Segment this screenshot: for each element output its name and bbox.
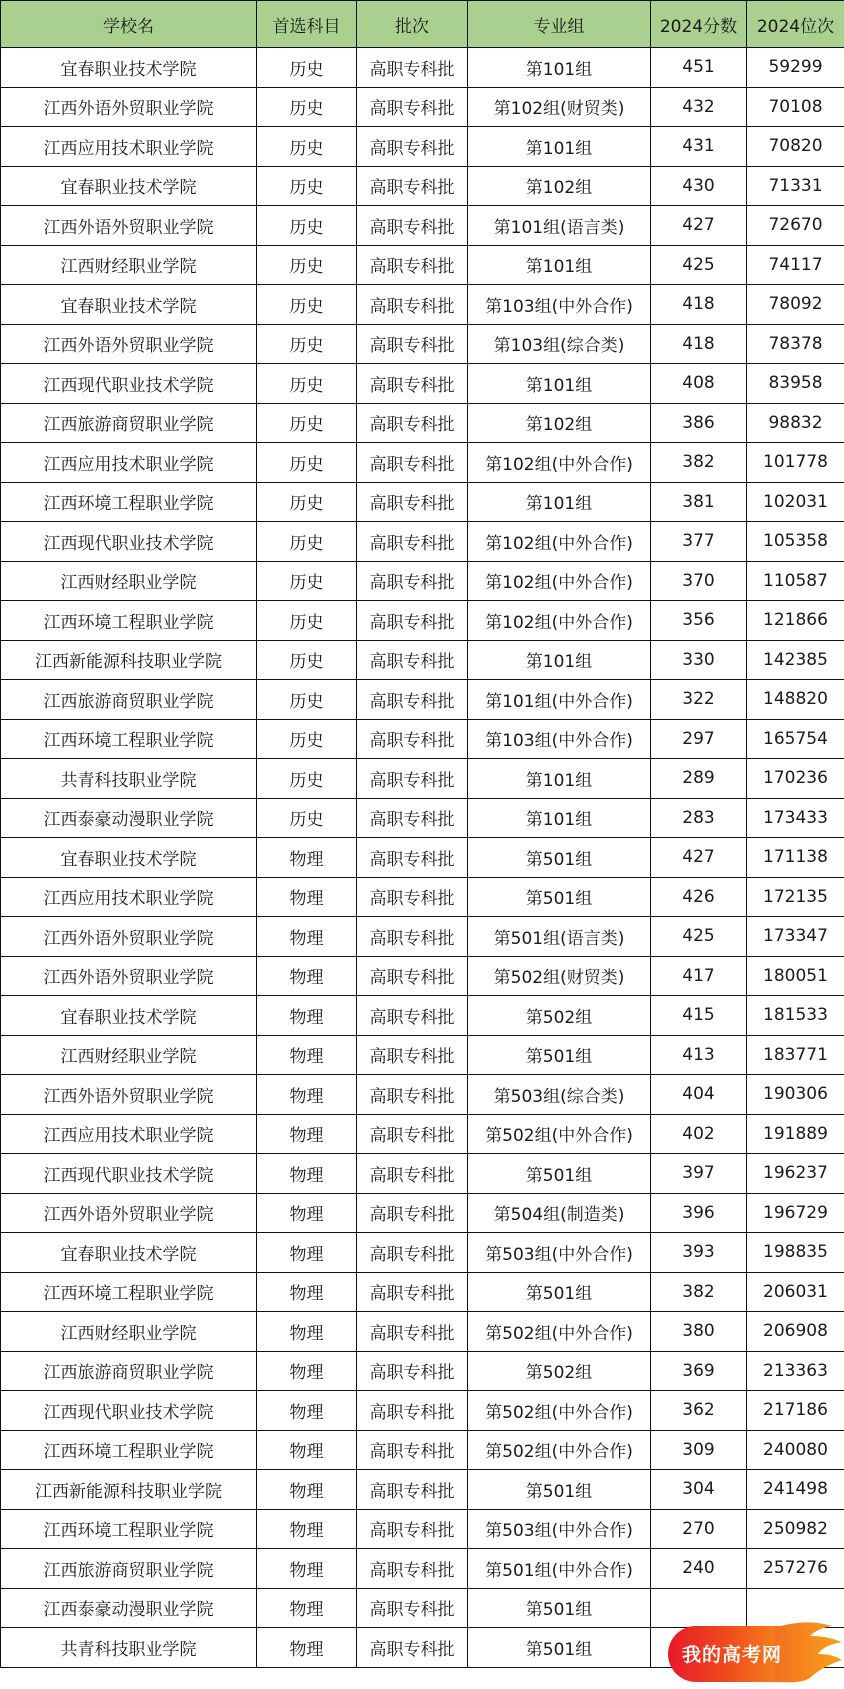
batch-cell: 高职专科批	[357, 1272, 468, 1312]
major-group-cell: 第101组	[468, 798, 651, 838]
school-name-cell: 江西外语外贸职业学院	[1, 324, 257, 364]
batch-cell: 高职专科批	[357, 1312, 468, 1352]
school-name-cell: 江西财经职业学院	[1, 245, 257, 285]
school-name-cell: 共青科技职业学院	[1, 1628, 257, 1668]
rank-cell: 101778	[747, 443, 844, 483]
school-name-cell: 宜春职业技术学院	[1, 838, 257, 878]
school-name-cell: 江西环境工程职业学院	[1, 1430, 257, 1470]
major-group-cell: 第501组	[468, 1035, 651, 1075]
batch-cell: 高职专科批	[357, 324, 468, 364]
school-name-cell: 宜春职业技术学院	[1, 285, 257, 325]
batch-cell: 高职专科批	[357, 640, 468, 680]
table-row	[1, 1470, 844, 1510]
batch-cell: 高职专科批	[357, 1509, 468, 1549]
batch-cell: 高职专科批	[357, 561, 468, 601]
rank-cell: 70820	[747, 127, 844, 167]
school-name-cell: 江西应用技术职业学院	[1, 127, 257, 167]
score-cell: 382	[651, 1272, 747, 1312]
major-group-cell: 第103组(中外合作)	[468, 719, 651, 759]
subject-cell: 历史	[257, 601, 357, 641]
subject-cell: 物理	[257, 1588, 357, 1628]
batch-cell: 高职专科批	[357, 403, 468, 443]
major-group-cell: 第504组(制造类)	[468, 1193, 651, 1233]
rank-cell: 102031	[747, 482, 844, 522]
score-cell: 270	[651, 1509, 747, 1549]
subject-cell: 历史	[257, 48, 357, 88]
table-row	[1, 482, 844, 522]
rank-cell: 59299	[747, 48, 844, 88]
score-cell: 415	[651, 996, 747, 1036]
major-group-cell: 第101组	[468, 640, 651, 680]
score-cell: 356	[651, 601, 747, 641]
school-name-cell: 江西现代职业技术学院	[1, 1391, 257, 1431]
major-group-cell: 第501组	[468, 1588, 651, 1628]
school-name-cell: 江西泰豪动漫职业学院	[1, 1588, 257, 1628]
rank-cell: 217186	[747, 1391, 844, 1431]
table-row	[1, 1351, 844, 1391]
subject-cell: 物理	[257, 1351, 357, 1391]
major-group-cell: 第102组(中外合作)	[468, 522, 651, 562]
major-group-cell: 第103组(综合类)	[468, 324, 651, 364]
subject-cell: 历史	[257, 87, 357, 127]
header-score-2024: 2024分数	[651, 1, 747, 48]
major-group-cell: 第102组	[468, 166, 651, 206]
batch-cell: 高职专科批	[357, 285, 468, 325]
batch-cell: 高职专科批	[357, 838, 468, 878]
school-name-cell: 江西外语外贸职业学院	[1, 1075, 257, 1115]
rank-cell: 165754	[747, 719, 844, 759]
rank-cell: 171138	[747, 838, 844, 878]
major-group-cell: 第103组(中外合作)	[468, 285, 651, 325]
major-group-cell: 第501组	[468, 838, 651, 878]
major-group-cell: 第101组	[468, 245, 651, 285]
school-name-cell: 江西外语外贸职业学院	[1, 87, 257, 127]
major-group-cell: 第502组(中外合作)	[468, 1312, 651, 1352]
table-row	[1, 1154, 844, 1194]
major-group-cell: 第101组	[468, 364, 651, 404]
major-group-cell: 第503组(中外合作)	[468, 1509, 651, 1549]
school-name-cell: 宜春职业技术学院	[1, 48, 257, 88]
score-cell: 430	[651, 166, 747, 206]
rank-cell: 213363	[747, 1351, 844, 1391]
school-name-cell: 江西应用技术职业学院	[1, 443, 257, 483]
subject-cell: 历史	[257, 364, 357, 404]
rank-cell: 191889	[747, 1114, 844, 1154]
watermark-text: 我的高考网	[682, 1644, 783, 1666]
major-group-cell: 第501组	[468, 1470, 651, 1510]
table-row	[1, 285, 844, 325]
rank-cell: 206908	[747, 1312, 844, 1352]
school-name-cell: 江西环境工程职业学院	[1, 482, 257, 522]
batch-cell: 高职专科批	[357, 443, 468, 483]
rank-cell: 240080	[747, 1430, 844, 1470]
subject-cell: 物理	[257, 956, 357, 996]
score-cell: 432	[651, 87, 747, 127]
table-row	[1, 1035, 844, 1075]
batch-cell: 高职专科批	[357, 245, 468, 285]
score-cell: 386	[651, 403, 747, 443]
subject-cell: 物理	[257, 1312, 357, 1352]
table-row	[1, 364, 844, 404]
major-group-cell: 第101组(语言类)	[468, 206, 651, 246]
school-name-cell: 江西新能源科技职业学院	[1, 640, 257, 680]
school-name-cell: 宜春职业技术学院	[1, 996, 257, 1036]
batch-cell: 高职专科批	[357, 996, 468, 1036]
subject-cell: 物理	[257, 1391, 357, 1431]
score-cell: 289	[651, 759, 747, 799]
subject-cell: 物理	[257, 1509, 357, 1549]
table-row	[1, 1114, 844, 1154]
rank-cell: 142385	[747, 640, 844, 680]
table-row	[1, 1509, 844, 1549]
subject-cell: 历史	[257, 561, 357, 601]
rank-cell: 173347	[747, 917, 844, 957]
table-row	[1, 206, 844, 246]
score-cell: 369	[651, 1351, 747, 1391]
school-name-cell: 江西环境工程职业学院	[1, 1509, 257, 1549]
rank-cell: 196729	[747, 1193, 844, 1233]
batch-cell: 高职专科批	[357, 127, 468, 167]
score-cell: 380	[651, 1312, 747, 1352]
score-cell: 427	[651, 206, 747, 246]
batch-cell: 高职专科批	[357, 1035, 468, 1075]
school-name-cell: 江西应用技术职业学院	[1, 1114, 257, 1154]
table-row	[1, 1549, 844, 1589]
score-cell: 240	[651, 1549, 747, 1589]
table-row	[1, 877, 844, 917]
subject-cell: 历史	[257, 443, 357, 483]
rank-cell: 190306	[747, 1075, 844, 1115]
major-group-cell: 第502组(中外合作)	[468, 1391, 651, 1431]
rank-cell: 72670	[747, 206, 844, 246]
batch-cell: 高职专科批	[357, 1549, 468, 1589]
score-cell: 418	[651, 324, 747, 364]
major-group-cell: 第501组(中外合作)	[468, 1549, 651, 1589]
rank-cell: 173433	[747, 798, 844, 838]
subject-cell: 历史	[257, 127, 357, 167]
subject-cell: 历史	[257, 719, 357, 759]
school-name-cell: 江西现代职业技术学院	[1, 364, 257, 404]
table-row	[1, 1272, 844, 1312]
subject-cell: 物理	[257, 917, 357, 957]
score-cell: 417	[651, 956, 747, 996]
major-group-cell: 第501组(语言类)	[468, 917, 651, 957]
table-row	[1, 1193, 844, 1233]
subject-cell: 物理	[257, 1154, 357, 1194]
rank-cell: 98832	[747, 403, 844, 443]
table-row	[1, 1075, 844, 1115]
rank-cell: 181533	[747, 996, 844, 1036]
score-cell: 408	[651, 364, 747, 404]
batch-cell: 高职专科批	[357, 917, 468, 957]
score-cell: 297	[651, 719, 747, 759]
rank-cell: 206031	[747, 1272, 844, 1312]
table-row	[1, 996, 844, 1036]
table-row	[1, 48, 844, 88]
table-row	[1, 640, 844, 680]
score-cell: 451	[651, 48, 747, 88]
subject-cell: 历史	[257, 324, 357, 364]
school-name-cell: 江西泰豪动漫职业学院	[1, 798, 257, 838]
table-row	[1, 798, 844, 838]
batch-cell: 高职专科批	[357, 798, 468, 838]
batch-cell: 高职专科批	[357, 1114, 468, 1154]
header-major-group: 专业组	[468, 1, 651, 48]
subject-cell: 历史	[257, 285, 357, 325]
table-row	[1, 87, 844, 127]
watermark-logo	[664, 1616, 844, 1689]
rank-cell: 198835	[747, 1233, 844, 1273]
school-name-cell: 江西环境工程职业学院	[1, 1272, 257, 1312]
score-cell: 425	[651, 245, 747, 285]
header-rank-2024: 2024位次	[747, 1, 844, 48]
batch-cell: 高职专科批	[357, 1628, 468, 1668]
table-row	[1, 166, 844, 206]
rank-cell: 257276	[747, 1549, 844, 1589]
subject-cell: 历史	[257, 759, 357, 799]
batch-cell: 高职专科批	[357, 522, 468, 562]
batch-cell: 高职专科批	[357, 1588, 468, 1628]
school-name-cell: 江西外语外贸职业学院	[1, 917, 257, 957]
batch-cell: 高职专科批	[357, 1470, 468, 1510]
subject-cell: 物理	[257, 838, 357, 878]
score-cell: 304	[651, 1470, 747, 1510]
rank-cell: 71331	[747, 166, 844, 206]
subject-cell: 物理	[257, 1628, 357, 1668]
score-cell: 426	[651, 877, 747, 917]
major-group-cell: 第102组(中外合作)	[468, 561, 651, 601]
major-group-cell: 第101组	[468, 482, 651, 522]
school-name-cell: 江西财经职业学院	[1, 561, 257, 601]
major-group-cell: 第502组	[468, 1351, 651, 1391]
rank-cell: 83958	[747, 364, 844, 404]
batch-cell: 高职专科批	[357, 1154, 468, 1194]
subject-cell: 物理	[257, 1233, 357, 1273]
score-cell: 425	[651, 917, 747, 957]
school-name-cell: 共青科技职业学院	[1, 759, 257, 799]
table-row	[1, 838, 844, 878]
table-body	[1, 48, 844, 1668]
batch-cell: 高职专科批	[357, 956, 468, 996]
table-row	[1, 601, 844, 641]
rank-cell: 196237	[747, 1154, 844, 1194]
subject-cell: 历史	[257, 245, 357, 285]
header-school-name: 学校名	[1, 1, 257, 48]
major-group-cell: 第503组(中外合作)	[468, 1233, 651, 1273]
header-batch: 批次	[357, 1, 468, 48]
school-name-cell: 江西应用技术职业学院	[1, 877, 257, 917]
major-group-cell: 第102组(中外合作)	[468, 601, 651, 641]
major-group-cell: 第503组(综合类)	[468, 1075, 651, 1115]
table-row	[1, 1430, 844, 1470]
batch-cell: 高职专科批	[357, 1193, 468, 1233]
school-name-cell: 江西新能源科技职业学院	[1, 1470, 257, 1510]
batch-cell: 高职专科批	[357, 1430, 468, 1470]
score-cell: 397	[651, 1154, 747, 1194]
rank-cell: 250982	[747, 1509, 844, 1549]
subject-cell: 历史	[257, 680, 357, 720]
batch-cell: 高职专科批	[357, 1233, 468, 1273]
table-row	[1, 680, 844, 720]
subject-cell: 历史	[257, 403, 357, 443]
subject-cell: 历史	[257, 640, 357, 680]
header-row	[1, 1, 844, 48]
table-row	[1, 759, 844, 799]
school-name-cell: 江西环境工程职业学院	[1, 601, 257, 641]
rank-cell: 183771	[747, 1035, 844, 1075]
score-cell: 362	[651, 1391, 747, 1431]
batch-cell: 高职专科批	[357, 1075, 468, 1115]
major-group-cell: 第101组	[468, 127, 651, 167]
header-subject: 首选科目	[257, 1, 357, 48]
subject-cell: 物理	[257, 1549, 357, 1589]
school-name-cell: 江西外语外贸职业学院	[1, 206, 257, 246]
table-row	[1, 403, 844, 443]
school-name-cell: 宜春职业技术学院	[1, 166, 257, 206]
rank-cell: 121866	[747, 601, 844, 641]
subject-cell: 物理	[257, 1114, 357, 1154]
score-cell: 413	[651, 1035, 747, 1075]
school-name-cell: 江西财经职业学院	[1, 1035, 257, 1075]
table-row	[1, 1391, 844, 1431]
score-cell: 396	[651, 1193, 747, 1233]
table-row	[1, 324, 844, 364]
major-group-cell: 第501组	[468, 1154, 651, 1194]
score-cell: 393	[651, 1233, 747, 1273]
batch-cell: 高职专科批	[357, 601, 468, 641]
school-name-cell: 江西外语外贸职业学院	[1, 1193, 257, 1233]
subject-cell: 物理	[257, 1035, 357, 1075]
score-cell: 370	[651, 561, 747, 601]
rank-cell: 70108	[747, 87, 844, 127]
score-cell: 418	[651, 285, 747, 325]
subject-cell: 历史	[257, 798, 357, 838]
major-group-cell: 第501组	[468, 1272, 651, 1312]
batch-cell: 高职专科批	[357, 48, 468, 88]
score-cell: 431	[651, 127, 747, 167]
major-group-cell: 第502组(中外合作)	[468, 1114, 651, 1154]
school-name-cell: 江西环境工程职业学院	[1, 719, 257, 759]
score-cell: 309	[651, 1430, 747, 1470]
subject-cell: 物理	[257, 1193, 357, 1233]
major-group-cell: 第502组(中外合作)	[468, 1430, 651, 1470]
major-group-cell: 第502组	[468, 996, 651, 1036]
major-group-cell: 第502组(财贸类)	[468, 956, 651, 996]
batch-cell: 高职专科批	[357, 482, 468, 522]
major-group-cell: 第102组(财贸类)	[468, 87, 651, 127]
school-name-cell: 江西旅游商贸职业学院	[1, 1351, 257, 1391]
batch-cell: 高职专科批	[357, 719, 468, 759]
school-name-cell: 江西财经职业学院	[1, 1312, 257, 1352]
table-row	[1, 917, 844, 957]
school-name-cell: 江西旅游商贸职业学院	[1, 680, 257, 720]
score-cell: 381	[651, 482, 747, 522]
school-name-cell: 江西旅游商贸职业学院	[1, 403, 257, 443]
score-cell: 330	[651, 640, 747, 680]
table-row	[1, 245, 844, 285]
score-cell: 322	[651, 680, 747, 720]
table-row	[1, 127, 844, 167]
subject-cell: 历史	[257, 482, 357, 522]
subject-cell: 物理	[257, 996, 357, 1036]
table-row	[1, 522, 844, 562]
batch-cell: 高职专科批	[357, 1351, 468, 1391]
batch-cell: 高职专科批	[357, 759, 468, 799]
major-group-cell: 第101组	[468, 759, 651, 799]
flame-icon	[774, 1616, 844, 1686]
subject-cell: 物理	[257, 1430, 357, 1470]
batch-cell: 高职专科批	[357, 166, 468, 206]
subject-cell: 物理	[257, 1272, 357, 1312]
batch-cell: 高职专科批	[357, 87, 468, 127]
school-name-cell: 江西外语外贸职业学院	[1, 956, 257, 996]
score-cell: 377	[651, 522, 747, 562]
school-name-cell: 宜春职业技术学院	[1, 1233, 257, 1273]
score-cell: 427	[651, 838, 747, 878]
rank-cell: 78378	[747, 324, 844, 364]
batch-cell: 高职专科批	[357, 364, 468, 404]
subject-cell: 历史	[257, 522, 357, 562]
score-cell: 404	[651, 1075, 747, 1115]
score-cell: 402	[651, 1114, 747, 1154]
score-cell: 283	[651, 798, 747, 838]
batch-cell: 高职专科批	[357, 680, 468, 720]
subject-cell: 物理	[257, 877, 357, 917]
table-row	[1, 956, 844, 996]
rank-cell: 148820	[747, 680, 844, 720]
rank-cell: 172135	[747, 877, 844, 917]
school-name-cell: 江西旅游商贸职业学院	[1, 1549, 257, 1589]
table-row	[1, 1312, 844, 1352]
major-group-cell: 第501组	[468, 877, 651, 917]
table-row	[1, 561, 844, 601]
score-cell: 382	[651, 443, 747, 483]
subject-cell: 物理	[257, 1470, 357, 1510]
major-group-cell: 第501组	[468, 1628, 651, 1668]
batch-cell: 高职专科批	[357, 206, 468, 246]
subject-cell: 历史	[257, 206, 357, 246]
batch-cell: 高职专科批	[357, 877, 468, 917]
batch-cell: 高职专科批	[357, 1391, 468, 1431]
major-group-cell: 第101组(中外合作)	[468, 680, 651, 720]
rank-cell: 170236	[747, 759, 844, 799]
major-group-cell: 第101组	[468, 48, 651, 88]
subject-cell: 物理	[257, 1075, 357, 1115]
table-row	[1, 443, 844, 483]
major-group-cell: 第102组(中外合作)	[468, 443, 651, 483]
rank-cell: 74117	[747, 245, 844, 285]
rank-cell: 180051	[747, 956, 844, 996]
table-row	[1, 1233, 844, 1273]
school-name-cell: 江西现代职业技术学院	[1, 1154, 257, 1194]
rank-cell: 110587	[747, 561, 844, 601]
rank-cell: 105358	[747, 522, 844, 562]
subject-cell: 历史	[257, 166, 357, 206]
rank-cell: 78092	[747, 285, 844, 325]
rank-cell: 241498	[747, 1470, 844, 1510]
table-row	[1, 719, 844, 759]
major-group-cell: 第102组	[468, 403, 651, 443]
school-name-cell: 江西现代职业技术学院	[1, 522, 257, 562]
